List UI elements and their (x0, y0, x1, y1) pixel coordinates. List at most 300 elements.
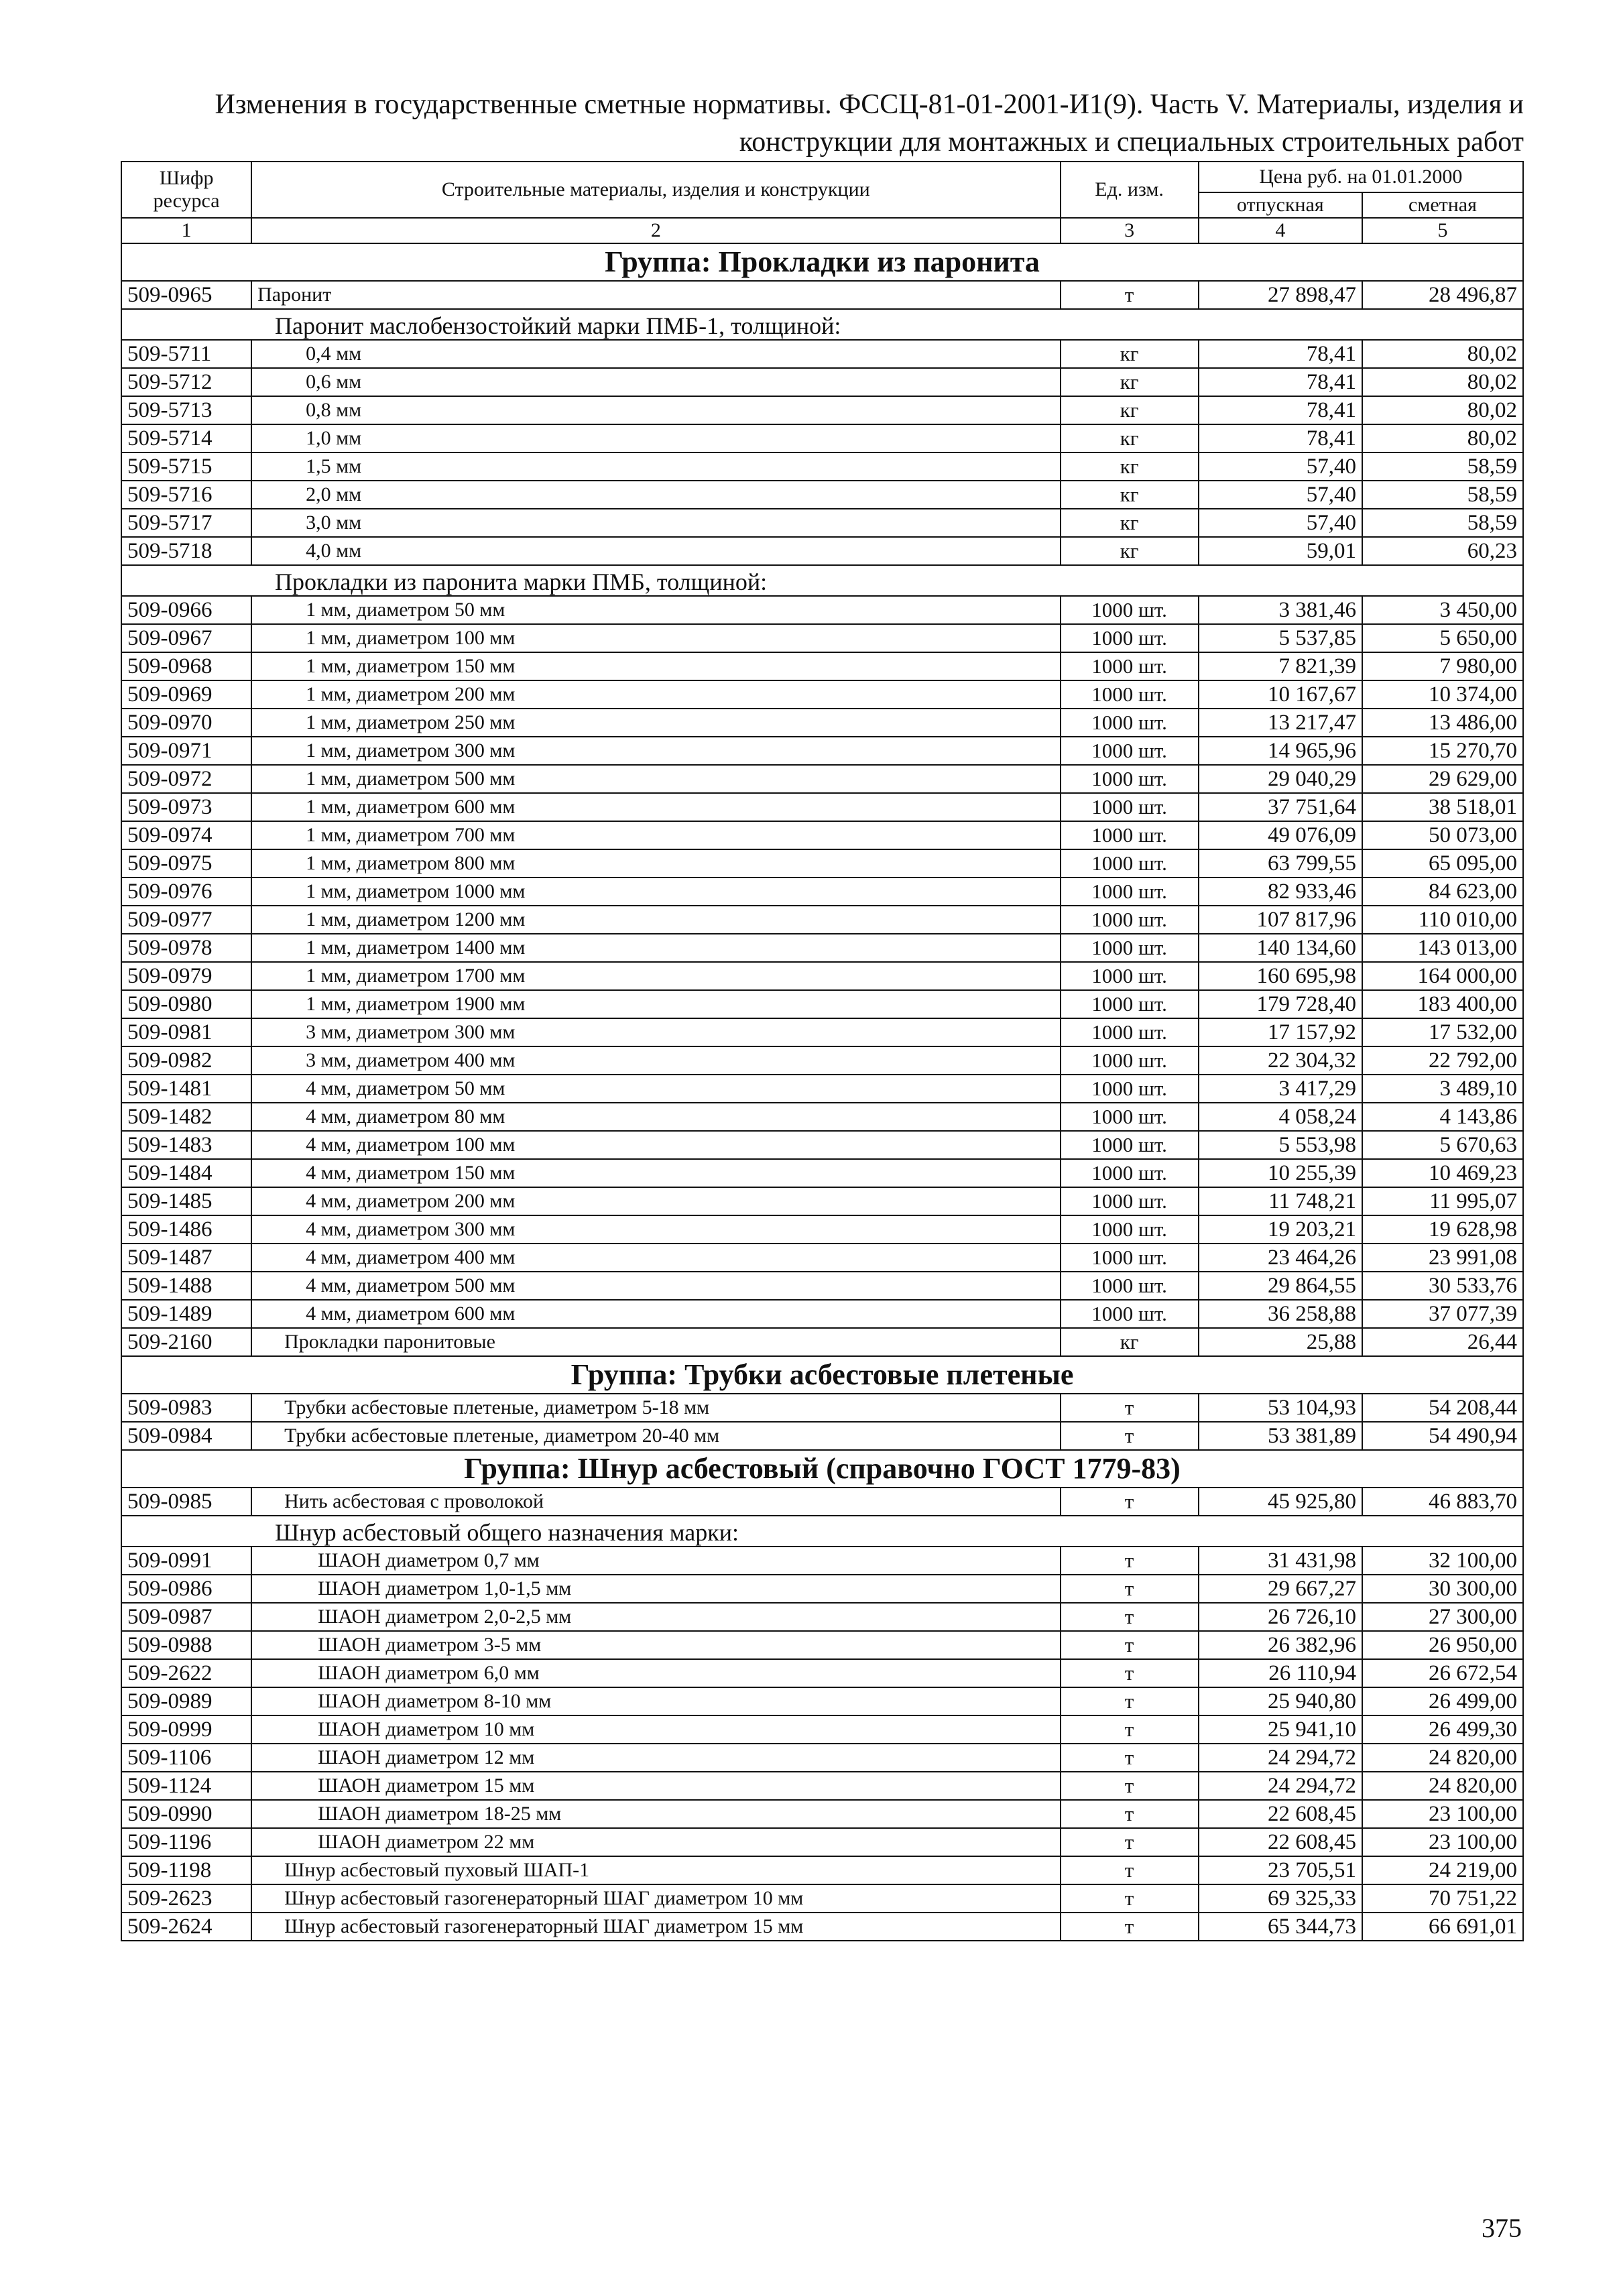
table-row (121, 396, 1523, 424)
unit-cell: 1000 шт. (1061, 596, 1199, 624)
table-row (121, 1075, 1523, 1103)
unit-cell: 1000 шт. (1061, 680, 1199, 709)
release-price-cell: 25,88 (1199, 1328, 1362, 1356)
resource-code-cell: 509-0991 (121, 1547, 251, 1575)
resource-code-cell: 509-0976 (121, 878, 251, 906)
release-price-cell: 11 748,21 (1199, 1187, 1362, 1215)
resource-code-cell: 509-0988 (121, 1631, 251, 1659)
material-name: 1 мм, диаметром 1200 мм (306, 908, 526, 930)
material-name: 4 мм, диаметром 600 мм (306, 1303, 516, 1325)
release-price-cell: 24 294,72 (1199, 1744, 1362, 1772)
material-name: 1 мм, диаметром 700 мм (306, 824, 516, 846)
subgroup-row (121, 565, 1523, 596)
resource-code-cell: 509-0972 (121, 765, 251, 793)
unit-cell: кг (1061, 452, 1199, 481)
material-name: 4 мм, диаметром 50 мм (306, 1077, 505, 1099)
estimate-price-cell: 164 000,00 (1362, 962, 1523, 990)
column-number-2: 2 (251, 218, 1060, 243)
material-name: 1 мм, диаметром 250 мм (306, 711, 516, 733)
release-price-cell: 59,01 (1199, 537, 1362, 565)
table-row (121, 1631, 1523, 1659)
material-name-cell (251, 424, 1060, 452)
table-row (121, 1328, 1523, 1356)
material-name-cell (251, 1744, 1060, 1772)
material-name-cell (251, 509, 1060, 537)
material-name-cell (251, 1547, 1060, 1575)
unit-cell: кг (1061, 396, 1199, 424)
resource-code-cell: 509-0990 (121, 1800, 251, 1828)
table-row (121, 878, 1523, 906)
material-name-cell (251, 1422, 1060, 1450)
release-price-cell: 63 799,55 (1199, 849, 1362, 878)
material-name: 0,4 мм (306, 343, 362, 365)
material-name-cell (251, 1131, 1060, 1159)
unit-cell: 1000 шт. (1061, 652, 1199, 680)
material-name: 1 мм, диаметром 800 мм (306, 852, 516, 874)
material-name: 4 мм, диаметром 400 мм (306, 1246, 516, 1268)
resource-code-cell: 509-0986 (121, 1575, 251, 1603)
table-row (121, 1659, 1523, 1687)
material-name: 1,0 мм (306, 427, 362, 449)
header-line-1: Изменения в государственные сметные нормативы. ФССЦ-81-01-2001-И1(9). Часть V. Материалы, изделия и (215, 89, 1524, 120)
material-name: ШАОН диаметром 12 мм (318, 1746, 535, 1768)
material-name-cell (251, 906, 1060, 934)
resource-code-cell: 509-1484 (121, 1159, 251, 1187)
resource-code-cell: 509-1481 (121, 1075, 251, 1103)
table-row (121, 821, 1523, 849)
material-name-cell (251, 990, 1060, 1018)
release-price-cell: 10 167,67 (1199, 680, 1362, 709)
resource-code-cell: 509-1485 (121, 1187, 251, 1215)
unit-cell: т (1061, 1828, 1199, 1856)
resource-code-cell: 509-0999 (121, 1715, 251, 1744)
estimate-price-cell: 10 469,23 (1362, 1159, 1523, 1187)
unit-cell: кг (1061, 424, 1199, 452)
estimate-price-cell: 54 490,94 (1362, 1422, 1523, 1450)
unit-cell: 1000 шт. (1061, 1215, 1199, 1244)
resource-code-cell: 509-5717 (121, 509, 251, 537)
resource-code-cell: 509-2622 (121, 1659, 251, 1687)
table-row (121, 737, 1523, 765)
estimate-price-cell: 54 208,44 (1362, 1394, 1523, 1422)
material-name: 1 мм, диаметром 500 мм (306, 768, 516, 790)
estimate-price-cell: 37 077,39 (1362, 1300, 1523, 1328)
material-name-cell (251, 1687, 1060, 1715)
estimate-price-cell: 50 073,00 (1362, 821, 1523, 849)
unit-cell: т (1061, 1659, 1199, 1687)
resource-code-cell: 509-0971 (121, 737, 251, 765)
material-name-cell (251, 1575, 1060, 1603)
unit-cell: т (1061, 1687, 1199, 1715)
material-name-cell (251, 878, 1060, 906)
estimate-price-cell: 32 100,00 (1362, 1547, 1523, 1575)
unit-cell: 1000 шт. (1061, 1046, 1199, 1075)
table-row (121, 596, 1523, 624)
table-row (121, 1394, 1523, 1422)
resource-code-cell: 509-0967 (121, 624, 251, 652)
unit-cell: т (1061, 1488, 1199, 1516)
material-name-cell (251, 765, 1060, 793)
resource-code-cell: 509-2624 (121, 1913, 251, 1941)
resource-code-cell: 509-0969 (121, 680, 251, 709)
material-name-cell (251, 452, 1060, 481)
unit-cell: 1000 шт. (1061, 906, 1199, 934)
unit-cell: т (1061, 1772, 1199, 1800)
estimate-price-cell: 80,02 (1362, 396, 1523, 424)
release-price-cell: 29 864,55 (1199, 1272, 1362, 1300)
material-name-cell (251, 1772, 1060, 1800)
release-price-cell: 82 933,46 (1199, 878, 1362, 906)
unit-cell: т (1061, 1575, 1199, 1603)
resource-code-cell: 509-0965 (121, 281, 251, 309)
unit-cell: 1000 шт. (1061, 849, 1199, 878)
table-row (121, 1422, 1523, 1450)
unit-cell: 1000 шт. (1061, 1187, 1199, 1215)
column-header-price: Цена руб. на 01.01.2000 (1199, 162, 1523, 192)
table-row (121, 1159, 1523, 1187)
unit-cell: т (1061, 1394, 1199, 1422)
unit-cell: 1000 шт. (1061, 934, 1199, 962)
material-name: 4 мм, диаметром 200 мм (306, 1190, 516, 1212)
unit-cell: т (1061, 1913, 1199, 1941)
material-name-cell (251, 596, 1060, 624)
material-name: 1 мм, диаметром 1400 мм (306, 936, 526, 959)
material-name: ШАОН диаметром 10 мм (318, 1718, 535, 1740)
page-header (121, 86, 1524, 161)
material-name-cell (251, 1018, 1060, 1046)
resource-code-cell: 509-0966 (121, 596, 251, 624)
material-name: ШАОН диаметром 18-25 мм (318, 1803, 562, 1825)
resource-code-cell: 509-5713 (121, 396, 251, 424)
release-price-cell: 14 965,96 (1199, 737, 1362, 765)
material-name: 1 мм, диаметром 100 мм (306, 627, 516, 649)
table-row (121, 1687, 1523, 1715)
material-name: 1 мм, диаметром 200 мм (306, 683, 516, 705)
unit-cell: 1000 шт. (1061, 1131, 1199, 1159)
estimate-price-cell: 58,59 (1362, 509, 1523, 537)
release-price-cell: 160 695,98 (1199, 962, 1362, 990)
resource-code-cell: 509-0978 (121, 934, 251, 962)
estimate-price-cell: 3 450,00 (1362, 596, 1523, 624)
table-row (121, 1046, 1523, 1075)
release-price-cell: 179 728,40 (1199, 990, 1362, 1018)
table-body (121, 243, 1523, 1941)
estimate-price-cell: 24 820,00 (1362, 1772, 1523, 1800)
table-row (121, 934, 1523, 962)
resource-code-cell: 509-5718 (121, 537, 251, 565)
material-name-cell (251, 1884, 1060, 1913)
material-name-cell (251, 1215, 1060, 1244)
release-price-cell: 45 925,80 (1199, 1488, 1362, 1516)
estimate-price-cell: 24 219,00 (1362, 1856, 1523, 1884)
estimate-price-cell: 29 629,00 (1362, 765, 1523, 793)
resource-code-cell: 509-1196 (121, 1828, 251, 1856)
resource-code-cell: 509-0983 (121, 1394, 251, 1422)
unit-cell: кг (1061, 537, 1199, 565)
material-name: ШАОН диаметром 3-5 мм (318, 1634, 542, 1656)
resource-code-cell: 509-0989 (121, 1687, 251, 1715)
unit-cell: т (1061, 1547, 1199, 1575)
release-price-cell: 36 258,88 (1199, 1300, 1362, 1328)
table-row (121, 1215, 1523, 1244)
material-name: 1 мм, диаметром 300 мм (306, 739, 516, 762)
estimate-price-cell: 24 820,00 (1362, 1744, 1523, 1772)
table-row (121, 1715, 1523, 1744)
estimate-price-cell: 110 010,00 (1362, 906, 1523, 934)
material-name: ШАОН диаметром 22 мм (318, 1831, 535, 1853)
unit-cell: т (1061, 281, 1199, 309)
material-name-cell (251, 1328, 1060, 1356)
unit-cell: т (1061, 1603, 1199, 1631)
material-name-cell (251, 962, 1060, 990)
release-price-cell: 107 817,96 (1199, 906, 1362, 934)
release-price-cell: 29 667,27 (1199, 1575, 1362, 1603)
resource-code-cell: 509-5712 (121, 368, 251, 396)
unit-cell: кг (1061, 340, 1199, 368)
material-name-cell (251, 368, 1060, 396)
resource-code-cell: 509-1486 (121, 1215, 251, 1244)
resource-code-cell: 509-1106 (121, 1744, 251, 1772)
group-title: Группа: Прокладки из паронита (121, 243, 1523, 281)
resource-code-cell: 509-0987 (121, 1603, 251, 1631)
material-name: 0,8 мм (306, 399, 362, 421)
material-name: Шнур асбестовый газогенераторный ШАГ диаметром 10 мм (284, 1887, 804, 1909)
subgroup-title: Прокладки из паронита марки ПМБ, толщиной: (275, 568, 768, 595)
material-name-cell (251, 680, 1060, 709)
group-row (121, 1450, 1523, 1488)
release-price-cell: 78,41 (1199, 396, 1362, 424)
release-price-cell: 26 726,10 (1199, 1603, 1362, 1631)
estimate-price-cell: 7 980,00 (1362, 652, 1523, 680)
material-name: 2,0 мм (306, 483, 362, 505)
material-name-cell (251, 737, 1060, 765)
material-name-cell (251, 1075, 1060, 1103)
table-row (121, 1884, 1523, 1913)
release-price-cell: 19 203,21 (1199, 1215, 1362, 1244)
release-price-cell: 17 157,92 (1199, 1018, 1362, 1046)
material-name-cell (251, 1244, 1060, 1272)
price-table (121, 161, 1524, 1941)
release-price-cell: 78,41 (1199, 368, 1362, 396)
table-row (121, 509, 1523, 537)
release-price-cell: 57,40 (1199, 481, 1362, 509)
unit-cell: т (1061, 1884, 1199, 1913)
material-name: ШАОН диаметром 2,0-2,5 мм (318, 1606, 572, 1628)
estimate-price-cell: 13 486,00 (1362, 709, 1523, 737)
subgroup-title: Шнур асбестовый общего назначения марки: (275, 1519, 739, 1546)
table-row (121, 368, 1523, 396)
table-row (121, 1187, 1523, 1215)
material-name: 4 мм, диаметром 300 мм (306, 1218, 516, 1240)
group-row (121, 1356, 1523, 1394)
resource-code-cell: 509-0980 (121, 990, 251, 1018)
material-name: Шнур асбестовый пуховый ШАП-1 (284, 1859, 590, 1881)
material-name: 1,5 мм (306, 455, 362, 477)
resource-code-cell: 509-0984 (121, 1422, 251, 1450)
resource-code-cell: 509-0979 (121, 962, 251, 990)
material-name-cell (251, 1103, 1060, 1131)
table-row (121, 1547, 1523, 1575)
estimate-price-cell: 4 143,86 (1362, 1103, 1523, 1131)
table-row (121, 652, 1523, 680)
table-row (121, 1018, 1523, 1046)
estimate-price-cell: 26 672,54 (1362, 1659, 1523, 1687)
resource-code-cell: 509-1482 (121, 1103, 251, 1131)
resource-code-cell: 509-0973 (121, 793, 251, 821)
material-name: ШАОН диаметром 0,7 мм (318, 1549, 540, 1571)
release-price-cell: 140 134,60 (1199, 934, 1362, 962)
material-name-cell (251, 1272, 1060, 1300)
resource-code-cell: 509-0977 (121, 906, 251, 934)
release-price-cell: 23 464,26 (1199, 1244, 1362, 1272)
material-name: 1 мм, диаметром 1000 мм (306, 880, 526, 902)
resource-code-cell: 509-0974 (121, 821, 251, 849)
resource-code-cell: 509-2623 (121, 1884, 251, 1913)
material-name-cell (251, 793, 1060, 821)
release-price-cell: 22 304,32 (1199, 1046, 1362, 1075)
subgroup-title: Паронит маслобензостойкий марки ПМБ-1, толщиной: (275, 312, 841, 339)
table-row (121, 1603, 1523, 1631)
material-name: 4 мм, диаметром 150 мм (306, 1162, 516, 1184)
material-name: 1 мм, диаметром 150 мм (306, 655, 516, 677)
unit-cell: кг (1061, 481, 1199, 509)
release-price-cell: 25 940,80 (1199, 1687, 1362, 1715)
estimate-price-cell: 28 496,87 (1362, 281, 1523, 309)
unit-cell: 1000 шт. (1061, 1272, 1199, 1300)
release-price-cell: 57,40 (1199, 509, 1362, 537)
table-row (121, 1744, 1523, 1772)
column-header-name: Строительные материалы, изделия и конструкции (251, 162, 1060, 218)
table-row (121, 906, 1523, 934)
resource-code-cell: 509-0968 (121, 652, 251, 680)
group-row (121, 243, 1523, 281)
estimate-price-cell: 5 650,00 (1362, 624, 1523, 652)
column-header-estimate: сметная (1362, 192, 1523, 218)
material-name-cell (251, 934, 1060, 962)
unit-cell: кг (1061, 509, 1199, 537)
page-number: 375 (1482, 2213, 1522, 2243)
unit-cell: 1000 шт. (1061, 793, 1199, 821)
estimate-price-cell: 30 533,76 (1362, 1272, 1523, 1300)
estimate-price-cell: 15 270,70 (1362, 737, 1523, 765)
unit-cell: т (1061, 1744, 1199, 1772)
material-name: 3 мм, диаметром 300 мм (306, 1021, 516, 1043)
column-number-1: 1 (121, 218, 251, 243)
estimate-price-cell: 26,44 (1362, 1328, 1523, 1356)
estimate-price-cell: 183 400,00 (1362, 990, 1523, 1018)
release-price-cell: 27 898,47 (1199, 281, 1362, 309)
material-name: 1 мм, диаметром 1700 мм (306, 965, 526, 987)
material-name: 1 мм, диаметром 600 мм (306, 796, 516, 818)
estimate-price-cell: 3 489,10 (1362, 1075, 1523, 1103)
material-name-cell (251, 1715, 1060, 1744)
table-row (121, 990, 1523, 1018)
material-name: Шнур асбестовый газогенераторный ШАГ диаметром 15 мм (284, 1915, 804, 1937)
release-price-cell: 53 381,89 (1199, 1422, 1362, 1450)
resource-code-cell: 509-1124 (121, 1772, 251, 1800)
header-line-2: конструкции для монтажных и специальных строительных работ (739, 127, 1524, 158)
material-name-cell (251, 1394, 1060, 1422)
table-row (121, 537, 1523, 565)
table-row (121, 793, 1523, 821)
table-row (121, 765, 1523, 793)
material-name-cell (251, 1159, 1060, 1187)
release-price-cell: 53 104,93 (1199, 1394, 1362, 1422)
resource-code-cell: 509-0982 (121, 1046, 251, 1075)
column-header-unit: Ед. изм. (1061, 162, 1199, 218)
resource-code-cell: 509-5716 (121, 481, 251, 509)
material-name-cell (251, 1828, 1060, 1856)
release-price-cell: 5 537,85 (1199, 624, 1362, 652)
resource-code-cell: 509-1489 (121, 1300, 251, 1328)
estimate-price-cell: 38 518,01 (1362, 793, 1523, 821)
resource-code-cell: 509-1487 (121, 1244, 251, 1272)
material-name-cell (251, 1659, 1060, 1687)
table-head (121, 162, 1523, 243)
release-price-cell: 7 821,39 (1199, 652, 1362, 680)
material-name: 1 мм, диаметром 1900 мм (306, 993, 526, 1015)
group-title: Группа: Шнур асбестовый (справочно ГОСТ 1779-83) (121, 1450, 1523, 1488)
material-name-cell (251, 652, 1060, 680)
unit-cell: 1000 шт. (1061, 737, 1199, 765)
column-header-release: отпускная (1199, 192, 1362, 218)
estimate-price-cell: 70 751,22 (1362, 1884, 1523, 1913)
release-price-cell: 78,41 (1199, 424, 1362, 452)
release-price-cell: 3 417,29 (1199, 1075, 1362, 1103)
release-price-cell: 10 255,39 (1199, 1159, 1362, 1187)
release-price-cell: 22 608,45 (1199, 1800, 1362, 1828)
material-name-cell (251, 821, 1060, 849)
material-name: ШАОН диаметром 15 мм (318, 1774, 535, 1797)
material-name: Паронит (257, 284, 332, 306)
table-row (121, 281, 1523, 309)
table-row (121, 1772, 1523, 1800)
column-number-3: 3 (1061, 218, 1199, 243)
estimate-price-cell: 30 300,00 (1362, 1575, 1523, 1603)
material-name-cell (251, 1300, 1060, 1328)
material-name-cell (251, 709, 1060, 737)
material-name-cell (251, 281, 1060, 309)
estimate-price-cell: 80,02 (1362, 368, 1523, 396)
column-header-code: Шифр ресурса (121, 162, 251, 218)
estimate-price-cell: 84 623,00 (1362, 878, 1523, 906)
unit-cell: т (1061, 1715, 1199, 1744)
release-price-cell: 49 076,09 (1199, 821, 1362, 849)
estimate-price-cell: 17 532,00 (1362, 1018, 1523, 1046)
estimate-price-cell: 66 691,01 (1362, 1913, 1523, 1941)
estimate-price-cell: 23 100,00 (1362, 1828, 1523, 1856)
table-row (121, 1300, 1523, 1328)
estimate-price-cell: 11 995,07 (1362, 1187, 1523, 1215)
estimate-price-cell: 46 883,70 (1362, 1488, 1523, 1516)
material-name: 1 мм, диаметром 50 мм (306, 599, 505, 621)
material-name-cell (251, 1631, 1060, 1659)
release-price-cell: 69 325,33 (1199, 1884, 1362, 1913)
estimate-price-cell: 80,02 (1362, 340, 1523, 368)
release-price-cell: 65 344,73 (1199, 1913, 1362, 1941)
material-name-cell (251, 624, 1060, 652)
table-row (121, 962, 1523, 990)
unit-cell: 1000 шт. (1061, 1159, 1199, 1187)
material-name-cell (251, 1187, 1060, 1215)
unit-cell: 1000 шт. (1061, 990, 1199, 1018)
unit-cell: 1000 шт. (1061, 624, 1199, 652)
estimate-price-cell: 65 095,00 (1362, 849, 1523, 878)
material-name: ШАОН диаметром 1,0-1,5 мм (318, 1577, 572, 1599)
estimate-price-cell: 143 013,00 (1362, 934, 1523, 962)
release-price-cell: 4 058,24 (1199, 1103, 1362, 1131)
release-price-cell: 22 608,45 (1199, 1828, 1362, 1856)
